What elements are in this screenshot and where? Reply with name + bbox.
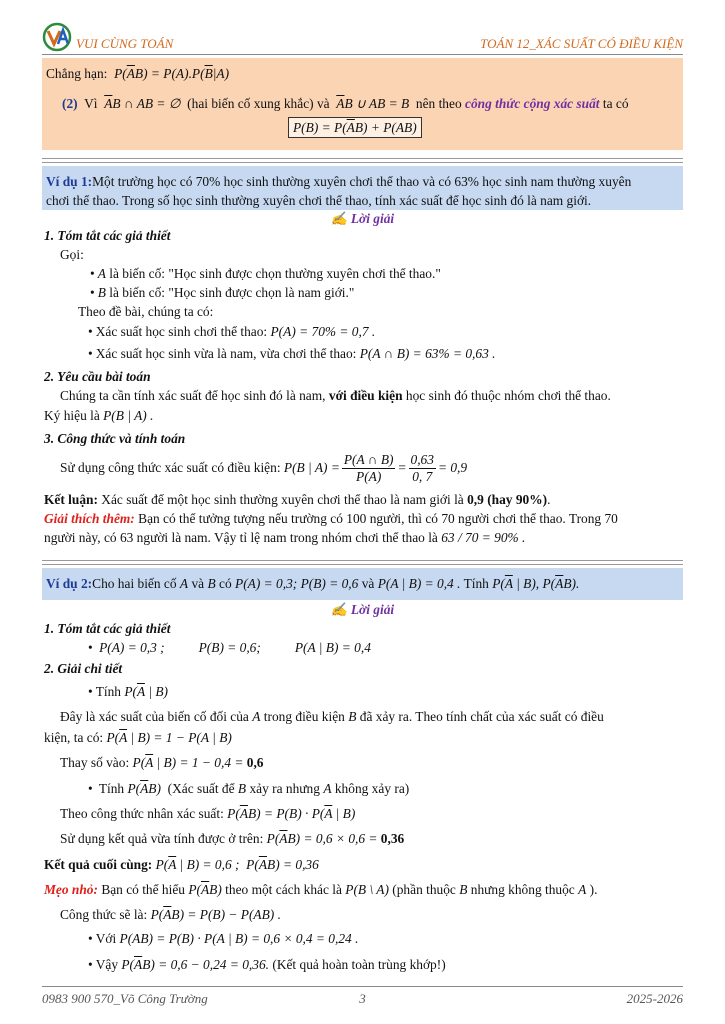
ex2-para1: Đây là xác suất của biến cố đối của A trong điều kiện B đã xảy ra. Theo tính chất của xác suất có điều — [60, 709, 604, 724]
pen-icon: ✍ — [330, 211, 351, 226]
divider-2 — [42, 560, 683, 565]
ex2-final: Kết quả cuối cùng: $P(\overline{A}$ | B) = 0,6 ; $P(\overline{A}B) = 0,36$ — [44, 857, 319, 872]
ex2-givens: • P(A) = 0,3 ; P(B) = 0,6; P(A | B) = 0,4 — [88, 640, 371, 656]
ex2-nhan: Theo công thức nhân xác suất: $P(\overline{A}B) = P(B) \cdot P(\overline{A}$ | B) — [60, 806, 356, 821]
boxed-formula: $P(B) = P(\overline{A}B) + P(AB)$ — [288, 120, 422, 136]
ex1-section-3: 3. Công thức và tính toán — [44, 431, 186, 446]
page-header — [42, 22, 683, 55]
formula-name: công thức cộng xác suất — [465, 96, 600, 111]
ex2-thay: Thay số vào: $P(\overline{A}$ | B) = 1 − 0,4 = 0,6 — [60, 755, 264, 770]
ex1-section-1: 1. Tóm tắt các giả thiết — [44, 228, 171, 243]
ex1-b-def: • B là biến cố: "Học sinh được chọn là nam giới." — [90, 285, 354, 301]
ex1-req2: Ký hiệu là P(B | A) . — [44, 408, 154, 423]
ex2-tinh1: • Tính $P(\overline{A}$ | B) — [88, 684, 168, 700]
ex1-p1: • Xác suất học sinh chơi thể thao: P(A) = 70% = 0,7 . — [88, 324, 375, 340]
peach-box — [42, 58, 683, 150]
ex2-para2: kiện, ta có: $P(\overline{A}$ | B) = 1 − P(A | B) — [44, 730, 232, 745]
ex1-statement: Ví dụ 1:Một trường học có 70% học sinh thường xuyên chơi thể thao và có 63% học sinh nam thường xuyên chơi thể thao. Trong số học sinh thường xuyên chơi thể thao, tính xác suất để học sinh đó là nam giới. — [42, 166, 683, 210]
logo-icon — [42, 22, 72, 52]
ex1-req1: Chúng ta cần tính xác suất để học sinh đó là nam, với điều kiện học sinh đó thuộc nhóm chơi thể thao. — [60, 388, 611, 403]
pen-icon: ✍ — [330, 602, 351, 617]
ex2-section-2: 2. Giải chi tiết — [44, 661, 123, 676]
footer-year: 2025-2026 — [626, 991, 683, 1006]
ex1-goi: Gọi: — [60, 247, 84, 262]
header-right: TOÁN 12_XÁC SUẤT CÓ ĐIỀU KIỆN — [480, 36, 683, 51]
ex1-p2: • Xác suất học sinh vừa là nam, vừa chơi thể thao: P(A ∩ B) = 63% = 0,63 . — [88, 346, 495, 362]
ex1-solution-title: ✍ Lời giải — [330, 211, 395, 226]
ex1-a-def: • A là biến cố: "Học sinh được chọn thường xuyên chơi thể thao." — [90, 266, 441, 282]
ex1-explain-2: người này, có 63 người là nam. Vậy tỉ lệ nam trong nhóm chơi thể thao là 63 / 70 = 90% . — [44, 530, 526, 545]
ex2-tinh2: • Tính $P(\overline{A}B)$ (Xác suất để B xảy ra nhưng A không xảy ra) — [88, 781, 409, 797]
ex2-formula-will: Công thức sẽ là: $P(\overline{A}B) = P(B) - P(AB)$ . — [60, 907, 281, 922]
ex2-tip: Mẹo nhỏ: Bạn có thể hiểu $P(\overline{A}B)$ theo một cách khác là P(B \ A) (phần thuộc B nhưng không thuộc A ). — [44, 882, 598, 897]
item-2: (2) Vì $\overline{A}B$ ∩ AB = ∅ (hai biến cố xung khắc) và $\overline{A}B$ ∪ AB = B nên theo công thức cộng xác suất ta có — [62, 96, 629, 111]
example-line: Chẳng hạn: $P(\overline{A}B) = P(A).P(\overline{B}|A)$ — [46, 66, 230, 81]
ex1-section-2: 2. Yêu cầu bài toán — [44, 369, 151, 384]
divider — [42, 158, 683, 163]
header-left: VUI CÙNG TOÁN — [76, 36, 174, 51]
ex2-vay: • Vậy $P(\overline{A}B) = 0,6 - 0,24 = 0,36$. (Kết quả hoàn toàn trùng khớp!) — [88, 957, 446, 973]
ex2-statement: Ví dụ 2:Cho hai biến cố A và B có P(A) = 0,3; P(B) = 0,6 và P(A | B) = 0,4 . Tính $P(\overline{A}$ | B), $P(\overline{A}B)$. — [42, 568, 683, 600]
ex2-voi: • Với P(AB) = P(B) · P(A | B) = 0,6 × 0,4 = 0,24 . — [88, 931, 358, 947]
ex2-sudung: Sử dụng kết quả vừa tính được ở trên: $P(\overline{A}B) = 0,6 \times 0,6 = 0,36$ — [60, 831, 405, 846]
footer-author: 0983 900 570_Võ Công Trường — [42, 991, 208, 1006]
ex1-explain-1: Giải thích thêm: Bạn có thể tưởng tượng nếu trường có 100 người, thì có 70 người chơi thể thao. Trong 70 — [44, 511, 618, 526]
page-footer — [42, 986, 683, 1011]
page-number: 3 — [359, 991, 366, 1006]
ex1-conclusion: Kết luận: Xác suất để một học sinh thường xuyên chơi thể thao là nam giới là 0,9 (hay 90%). — [44, 492, 551, 507]
ex2-solution-title: ✍ Lời giải — [330, 602, 395, 617]
ex1-theo-de: Theo đề bài, chúng ta có: — [78, 304, 214, 319]
ex2-section-1: 1. Tóm tắt các giả thiết — [44, 621, 171, 636]
ex1-formula: Sử dụng công thức xác suất có điều kiện: P(B | A) = $\frac{P(A \cap B)}{P(A)}$ = $\frac{0,63}{0, 7}$ = 0,9 — [60, 451, 468, 484]
